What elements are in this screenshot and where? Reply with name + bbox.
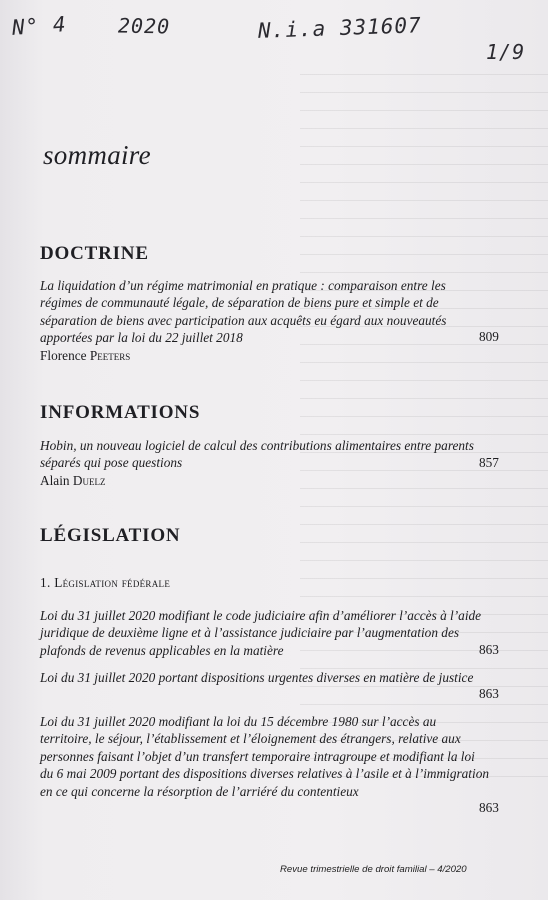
- subsection-heading: 1. Législation fédérale: [40, 575, 171, 590]
- entry-title: Loi du 31 juillet 2020 modifiant le code judiciaire afin d’améliorer l’accès à l’aide juridique de deuxième ligne et à l’assistance judiciaire par l’augmentation des plafonds de revenus applicables en la matière: [40, 608, 482, 658]
- toc-entry-legislation[interactable]: [40, 713, 490, 800]
- entry-author: [40, 347, 490, 364]
- section-heading-legislation: LÉGISLATION: [40, 525, 181, 546]
- section-heading-informations: INFORMATIONS: [40, 402, 201, 423]
- entry-title: La liquidation d’un régime matrimonial en pratique : comparaison entre les régimes de communauté légale, de séparation de biens pure et simple et de séparation de biens avec participation aux acquêts eu égard aux nouveautés apportées par la loi du 22 juillet 2018: [40, 278, 447, 346]
- entry-page-number: 809: [479, 329, 499, 344]
- toc-entry-informations[interactable]: [40, 437, 490, 489]
- entry-page-number: 863: [479, 800, 499, 815]
- entry-page-number: 857: [479, 455, 499, 470]
- entry-title: Loi du 31 juillet 2020 portant dispositions urgentes diverses en matière de justice: [40, 670, 474, 685]
- entry-page-number: 863: [479, 686, 499, 701]
- handwritten-reference: N.i.a 331607: [257, 13, 423, 43]
- journal-footer: Revue trimestrielle de droit familial – 4/2020: [280, 864, 467, 875]
- page-title: sommaire: [43, 140, 151, 170]
- toc-entry-doctrine[interactable]: [40, 277, 490, 364]
- handwritten-page-mark: 1/9: [486, 40, 526, 64]
- author-first-name: Florence: [40, 347, 87, 363]
- section-heading-doctrine: DOCTRINE: [40, 243, 149, 264]
- author-last-name: Peeters: [89, 347, 131, 363]
- entry-author: [40, 472, 490, 489]
- entry-page-number: 863: [479, 642, 499, 657]
- entry-title: Hobin, un nouveau logiciel de calcul des contributions alimentaires entre parents séparés qui pose questions: [40, 438, 474, 471]
- toc-entry-legislation[interactable]: [40, 607, 490, 659]
- toc-entry-legislation[interactable]: [40, 669, 490, 686]
- handwritten-issue-number: N° 4: [11, 12, 68, 40]
- entry-title: Loi du 31 juillet 2020 modifiant la loi du 15 décembre 1980 sur l’accès au territoire, le séjour, l’établissement et l’éloignement des étrangers, relative aux personnes faisant l’objet d’un transfert temporaire intragroupe et modifiant la loi du 6 mai 2009 portant des dispositions diverses relatives à l’asile et à l’immigration en ce qui concerne la résorption de l’arriéré du contentieux: [40, 714, 489, 799]
- author-first-name: Alain: [40, 472, 70, 488]
- author-last-name: Duelz: [72, 472, 106, 488]
- handwritten-year: 2020: [117, 13, 171, 39]
